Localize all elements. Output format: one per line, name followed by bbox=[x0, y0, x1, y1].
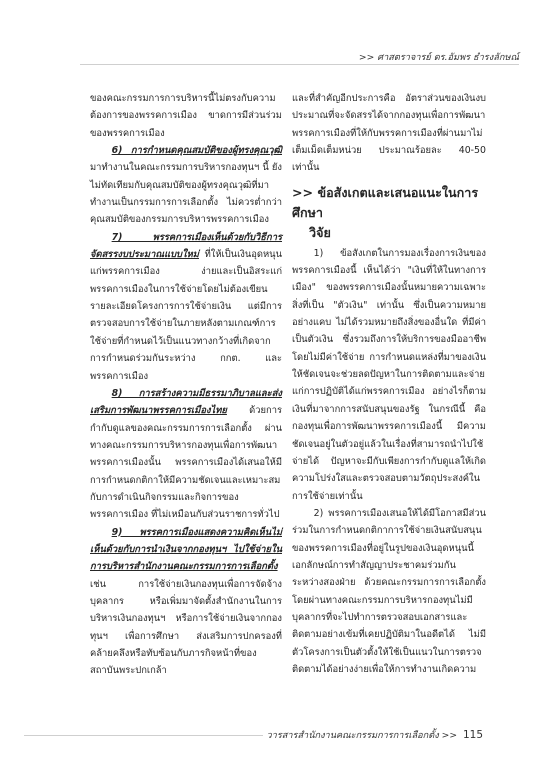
heading-arrow: >> bbox=[292, 184, 314, 200]
running-header bbox=[359, 50, 519, 65]
item-7-text: ที่ให้เป็นเงินอุดหนุนแก่พรรคการเมือง ง่ายและเป็นอิสระแก่พรรคการเมืองในการใช้จ่ายโดยไม่ต้องเขียนรายละเอียดโครงการการใช้จ่ายเงิน แต่มีการตรวจสอบการใช้จ่ายในภายหลังตามเกณฑ์การใช้จ่ายที่กำหนดไว้เป็นแนวทางกว้างที่เกิดจากการกำหนดร่วมกันระหว่าง กกต. และพรรคการเมือง bbox=[90, 249, 282, 382]
heading-line-1: ข้อสังเกตและเสนอแนะในการศึกษา bbox=[292, 184, 479, 220]
paragraph-1: ของคณะกรรมการการบริหารนี้ไม่ตรงกับความต้องการของพรรคการเมือง ขาดการมีส่วนร่วมของพรรคการเมือง bbox=[90, 93, 282, 139]
header-rule bbox=[80, 64, 519, 65]
section-heading bbox=[292, 183, 486, 243]
paragraph-item-6 bbox=[90, 142, 282, 229]
paragraph-right-2: 1) ข้อสังเกตในการมองเรื่องการเงินของพรรคการเมืองนี้ เห็นได้ว่า "เงินที่ให้ในทางการเมือง" ของพรรคการเมืองนั้นหมายความเฉพาะสิ่งที่เป็น "ตัวเงิน" เท่านั้น ซึ่งเป็นความหมายอย่างแคบ ไม่ได้รวมหมายถึงสิ่งของอื่นใด ที่มีค่าเป็นตัวเงิน ซึ่งรวมถึงการให้บริการของมืออาชีพโดยไม่มีค่าใช้จ่าย การกำหนดแหล่งที่มาของเงินให้ชัดเจนจะช่วยลดปัญหาในการติดตามและจ่ายแก่การปฏิบัติได้แก่พรรคการเมือง อย่างไรก็ตามเงินที่มาจากการสนับสนุนของรัฐ ในกรณีนี้ คือกองทุนเพื่อการพัฒนาพรรคการเมืองนี้ มีความชัดเจนอยู่ในตัวอยู่แล้วในเรื่องที่สามารถนำไปใช้จ่ายได้ ปัญหาจะมีกับเพียงการกำกับดูแลให้เกิดความโปร่งใสและตรวจสอบตามวัตถุประสงค์ในการใช้จ่ายเท่านั้น bbox=[292, 247, 486, 502]
item-6-heading: 6) การกำหนดคุณสมบัติของผู้ทรงคุณวุฒิ bbox=[111, 145, 282, 157]
running-footer bbox=[263, 728, 484, 743]
header-arrow: >> bbox=[358, 52, 375, 63]
item-7-heading: 7) พรรคการเมืองเห็นด้วยกับวิธีการจัดสรรงบประมาณแบบใหม่ bbox=[90, 231, 282, 261]
paragraph-right-3: 2) พรรคการเมืองเสนอให้ได้มีโอกาสมีส่วนร่วมในการกำหนดกติกาการใช้จ่ายเงินสนับสนุนของพรรคการเมืองที่อยู่ในรูปของเงินอุดหนุนนี้ เอกลักษณ์การทำสัญญาประชาคมร่วมกันระหว่างสองฝ่าย ด้วยคณะกรรมการการเลือกตั้งโดยผ่านทางคณะกรรมการบริหารกองทุนไม่มีบุคลากรที่จะไปทำการตรวจสอบเอกสารและติดตามอย่างเข้มที่เคยปฏิบัติมาในอดีตได้ ไม่มีตัวโครงการเป็นตัวตั้งให้ใช้เป็นแนวในการตรวจติดตามได้อย่างง่ายเพื่อให้การทำงานเกิดความ bbox=[292, 507, 486, 675]
item-8-heading: 8) การสร้างความมีธรรมาภิบาลและส่งเสริมการพัฒนาพรรคการเมืองไทย bbox=[90, 387, 282, 417]
item-9-text: เช่น การใช้จ่ายเงินกองทุนเพื่อการจัดจ้างบุคลากร หรือเพิ่มมาจัดตั้งสำนักงานในการบริหารเงินกองทุนฯ หรือการใช้จ่ายเงินจากกองทุนฯ เพื่อการศึกษา ส่งเสริมการปกครองที่คล้ายคลึงหรือทับซ้อนกับภารกิจหน้าที่ของสถาบันพระปกเกล้า bbox=[90, 578, 282, 677]
footer-journal: วารสารสำนักงานคณะกรรมการการเลือกตั้ง bbox=[266, 730, 439, 741]
item-8-text: ด้วยการกำกับดูแลของคณะกรรมการการเลือกตั้ง ผ่านทางคณะกรรมการบริหารกองทุนเพื่อการพัฒนาพรรคการเมืองนั้น พรรคการเมืองได้เสนอให้มีการกำหนดกติกาให้มีความชัดเจนและเหมาะสมกับการดำเนินกิจกรรมและกิจการของพรรคการเมือง ที่ไม่เหมือนกับส่วนราชการทั่วไป bbox=[90, 405, 282, 521]
paragraph-item-8 bbox=[90, 385, 282, 524]
left-column bbox=[90, 90, 282, 680]
paragraph-item-9 bbox=[90, 524, 282, 680]
item-9-heading: 9) พรรคการเมืองแสดงความคิดเห็นไม่เห็นด้วยกับการนำเงินจากกองทุนฯ ไปใช้จ่ายในการบริหารสำนักงานคณะกรรมการการเลือกตั้ง bbox=[90, 526, 282, 573]
item-6-text: มาทำงานในคณะกรรมการบริหารกองทุนฯ นี้ ยังไม่ทัดเทียมกับคุณสมบัติของผู้ทรงคุณวุฒิที่มาทำงานเป็นกรรมการการเลือกตั้ง ไม่ควรต่ำกว่าคุณสมบัติของกรรมการบริหารพรรคการเมือง bbox=[90, 162, 282, 226]
paragraph-item-7 bbox=[90, 229, 282, 385]
paragraph-right-1: และที่สำคัญอีกประการคือ อัตราส่วนของเงินงบประมาณที่จะจัดสรรได้จากกองทุนเพื่อการพัฒนาพรรคการเมืองที่ให้กับพรรคการเมืองที่ผ่านมาไม่เต็มเม็ดเต็มหน่วย ประมาณร้อยละ 40-50 เท่านั้น bbox=[292, 93, 486, 174]
header-title: ศาสตราจารย์ ดร.อัมพร ธำรงลักษณ์ bbox=[377, 52, 519, 63]
right-column bbox=[292, 90, 486, 678]
heading-line-2: วิจัย bbox=[309, 224, 331, 240]
footer-arrow: >> bbox=[441, 730, 458, 741]
page-number: 115 bbox=[462, 729, 483, 741]
